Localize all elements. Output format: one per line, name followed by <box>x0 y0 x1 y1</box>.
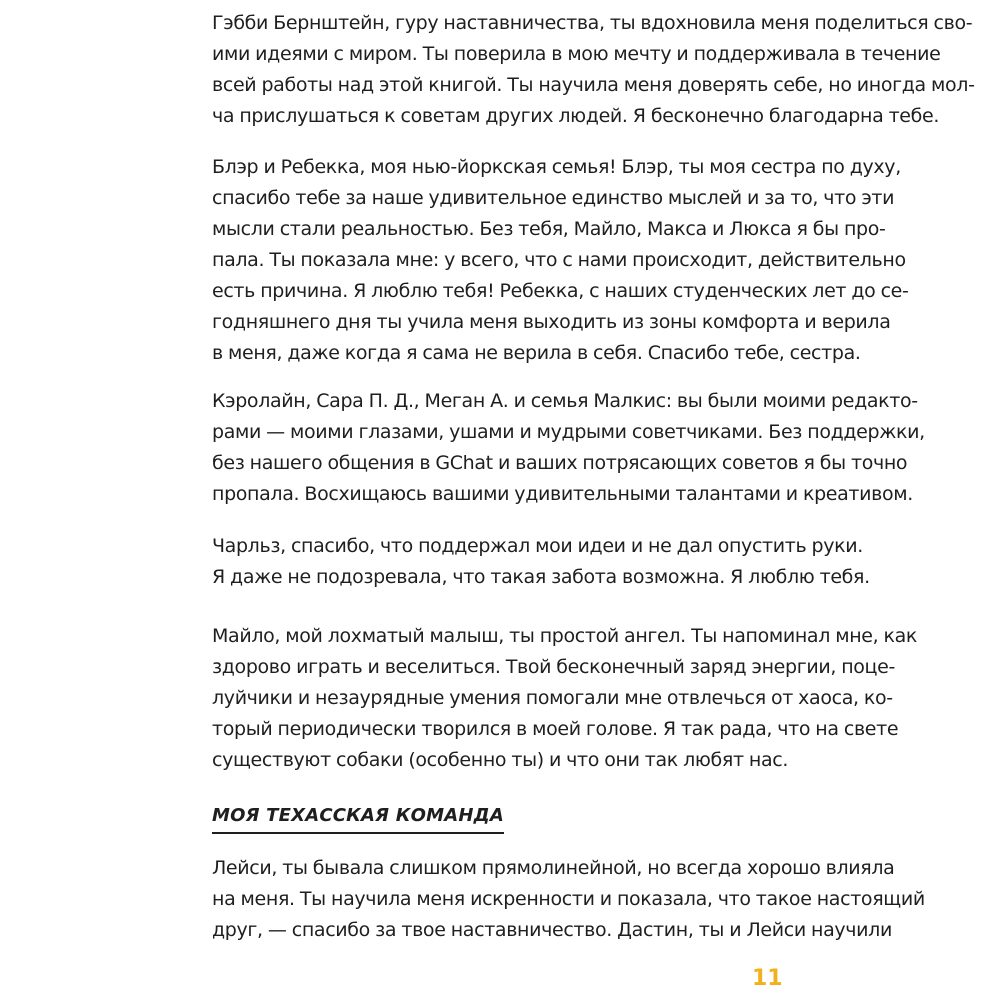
paragraph-lacey <box>212 853 925 946</box>
text-line: Кэролайн, Сара П. Д., Меган А. и семья Малкис: вы были моими редакто- <box>212 390 918 412</box>
text-line: без нашего общения в GChat и ваших потрясающих советов я бы точно <box>212 452 908 474</box>
page-number: 11 <box>752 966 783 991</box>
text-line: Блэр и Ребекка, моя нью-йоркская семья! Блэр, ты моя сестра по духу, <box>212 156 901 178</box>
text-line: есть причина. Я люблю тебя! Ребекка, с наших студенческих лет до се- <box>212 280 909 302</box>
text-line: на меня. Ты научила меня искренности и показала, что такое настоящий <box>212 888 925 910</box>
paragraph-gabby <box>212 8 975 132</box>
paragraph-charles <box>212 531 870 593</box>
text-line: в меня, даже когда я сама не верила в себя. Спасибо тебе, сестра. <box>212 342 861 364</box>
text-line: спасибо тебе за наше удивительное единство мыслей и за то, что эти <box>212 187 895 209</box>
text-line: ча прислушаться к советам других людей. Я бесконечно благодарна тебе. <box>212 105 940 127</box>
paragraph-milo <box>212 621 918 776</box>
text-line: ими идеями с миром. Ты поверила в мою мечту и поддерживала в течение <box>212 43 941 65</box>
text-line: луйчики и незаурядные умения помогали мне отвлечься от хаоса, ко- <box>212 687 893 709</box>
paragraph-editors <box>212 386 925 510</box>
text-line: торый периодически творился в моей голове. Я так рада, что на свете <box>212 718 899 740</box>
text-line: существуют собаки (особенно ты) и что они так любят нас. <box>212 749 789 771</box>
section-heading: МОЯ ТЕХАССКАЯ КОМАНДА <box>212 800 504 834</box>
paragraph-blair-rebecca <box>212 152 909 369</box>
text-line: всей работы над этой книгой. Ты научила меня доверять себе, но иногда мол- <box>212 74 975 96</box>
text-line: Я даже не подозревала, что такая забота возможна. Я люблю тебя. <box>212 566 870 588</box>
text-line: пропала. Восхищаюсь вашими удивительными талантами и креативом. <box>212 483 913 505</box>
text-line: годняшнего дня ты учила меня выходить из зоны комфорта и верила <box>212 311 891 333</box>
text-line: Чарльз, спасибо, что поддержал мои идеи и не дал опустить руки. <box>212 535 863 557</box>
text-line: друг, — спасибо за твое наставничество. Дастин, ты и Лейси научили <box>212 919 892 941</box>
text-line: Майло, мой лохматый малыш, ты простой ангел. Ты напоминал мне, как <box>212 625 918 647</box>
text-line: Лейси, ты бывала слишком прямолинейной, но всегда хорошо влияла <box>212 857 895 879</box>
text-line: пала. Ты показала мне: у всего, что с нами происходит, действительно <box>212 249 906 271</box>
text-line: мысли стали реальностью. Без тебя, Майло, Макса и Люкса я бы про- <box>212 218 886 240</box>
text-line: рами — моими глазами, ушами и мудрыми советчиками. Без поддержки, <box>212 421 925 443</box>
text-line: здорово играть и веселиться. Твой бесконечный заряд энергии, поце- <box>212 656 895 678</box>
text-line: Гэбби Бернштейн, гуру наставничества, ты вдохновила меня поделиться сво- <box>212 12 973 34</box>
